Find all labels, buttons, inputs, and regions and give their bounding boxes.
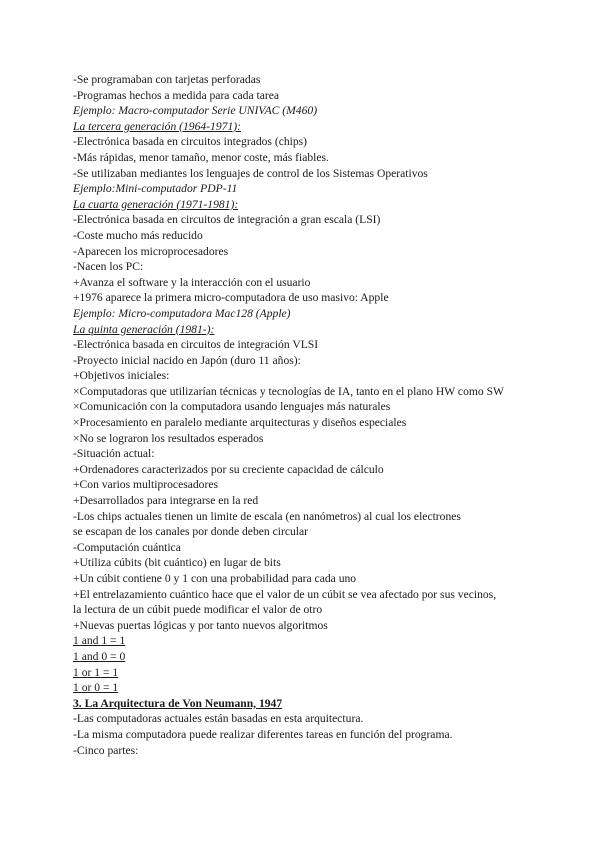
text-line — [73, 696, 573, 712]
text-line-content: -Aparecen los microprocesadores — [73, 244, 229, 258]
text-line-content: +Nuevas puertas lógicas y por tanto nuevos algoritmos — [73, 618, 328, 632]
text-line — [73, 259, 573, 275]
text-line — [73, 571, 573, 587]
text-line-content: -Se utilizaban mediantes los lenguajes de control de los Sistemas Operativos — [73, 166, 428, 180]
text-line-content: Ejemplo: Micro-computadora Mac128 (Apple) — [73, 306, 291, 320]
text-line-content: +Objetivos iniciales: — [73, 369, 170, 383]
text-line-content: -Cinco partes: — [73, 743, 139, 757]
text-line-content: la lectura de un cúbit puede modificar el valor de otro — [73, 603, 323, 617]
text-line-content: La tercera generación (1964-1971): — [73, 119, 241, 133]
text-line — [73, 462, 573, 478]
text-line — [73, 72, 573, 88]
text-line-content: +Avanza el software y la interacción con el usuario — [73, 275, 311, 289]
text-line — [73, 103, 573, 119]
text-line — [73, 711, 573, 727]
text-line — [73, 446, 573, 462]
text-line-content: 1 and 1 = 1 — [73, 634, 126, 648]
text-line-content: se escapan de los canales por donde deben circular — [73, 525, 308, 539]
text-line-content: -Las computadoras actuales están basadas en esta arquitectura. — [73, 712, 364, 726]
text-line-content: +Un cúbit contiene 0 y 1 con una probabilidad para cada uno — [73, 572, 357, 585]
text-line — [73, 166, 573, 182]
text-line-content: La quinta generación (1981-): — [73, 322, 215, 336]
text-line-content: -Electrónica basada en circuitos de integración a gran escala (LSI) — [73, 213, 381, 227]
text-line — [73, 181, 573, 197]
text-line-content: ×No se lograron los resultados esperados — [73, 431, 264, 445]
text-line — [73, 493, 573, 509]
text-line-content: -Nacen los PC: — [73, 260, 144, 274]
text-line — [73, 743, 573, 759]
text-line-content: -Los chips actuales tienen un limite de escala (en nanómetros) al cual los electrones — [73, 509, 461, 523]
text-line-content: -Proyecto inicial nacido en Japón (duro 11 años): — [73, 353, 301, 367]
text-line-content: -Situación actual: — [73, 447, 155, 461]
text-line-content: -Programas hechos a medida para cada tarea — [73, 88, 280, 102]
text-line-content: -Coste mucho más reducido — [73, 228, 203, 242]
text-line — [73, 212, 573, 228]
text-line — [73, 337, 573, 353]
text-line — [73, 368, 573, 384]
text-line-content: -Electrónica basada en circuitos de integración VLSI — [73, 338, 319, 352]
text-line — [73, 415, 573, 431]
text-line — [73, 680, 573, 696]
text-line — [73, 477, 573, 493]
text-line-content: -Computación cuántica — [73, 540, 181, 554]
text-line — [73, 88, 573, 104]
text-line — [73, 602, 573, 618]
text-line — [73, 649, 573, 665]
text-line — [73, 150, 573, 166]
text-line — [73, 540, 573, 556]
text-line-content: +1976 aparece la primera micro-computadora de uso masivo: Apple — [73, 291, 389, 305]
text-line-content: +Desarrollados para integrarse en la red — [73, 494, 259, 508]
text-line-content: -Electrónica basada en circuitos integrados (chips) — [73, 135, 308, 149]
text-line-content: +Utiliza cúbits (bit cuántico) en lugar de bits — [73, 556, 281, 570]
text-line — [73, 306, 573, 322]
text-line-content: 1 or 0 = 1 — [73, 681, 119, 695]
text-line — [73, 290, 573, 306]
text-line — [73, 275, 573, 291]
text-line-content: -La misma computadora puede realizar diferentes tareas en función del programa. — [73, 727, 453, 741]
text-line — [73, 509, 573, 525]
text-line — [73, 524, 573, 540]
text-line — [73, 665, 573, 681]
text-line — [73, 384, 573, 400]
text-line — [73, 633, 573, 649]
text-line — [73, 399, 573, 415]
text-line — [73, 587, 573, 603]
text-line-content: -Más rápidas, menor tamaño, menor coste, más fiables. — [73, 150, 329, 164]
text-line — [73, 119, 573, 135]
text-line — [73, 197, 573, 213]
text-line — [73, 353, 573, 369]
text-line-content: +Ordenadores caracterizados por su creciente capacidad de cálculo — [73, 462, 384, 476]
text-line-content: +Con varios multiprocesadores — [73, 478, 218, 492]
text-line-content: ×Comunicación con la computadora usando lenguajes más naturales — [73, 400, 391, 414]
text-line-content: 1 and 0 = 0 — [73, 649, 126, 663]
text-line — [73, 555, 573, 571]
text-line-content: +El entrelazamiento cuántico hace que el valor de un cúbit se vea afectado por sus vecinos, — [73, 587, 497, 601]
text-line-content: Ejemplo: Macro-computador Serie UNIVAC (M460) — [73, 104, 318, 118]
text-line-content: -Se programaban con tarjetas perforadas — [73, 73, 261, 86]
document-page — [73, 72, 573, 758]
text-line — [73, 244, 573, 260]
text-line — [73, 322, 573, 338]
text-line — [73, 618, 573, 634]
text-line — [73, 228, 573, 244]
text-line-content: 1 or 1 = 1 — [73, 665, 119, 679]
text-line — [73, 727, 573, 743]
text-line-content: 3. La Arquitectura de Von Neumann, 1947 — [73, 696, 283, 710]
text-line-content: ×Procesamiento en paralelo mediante arquitecturas y diseños especiales — [73, 416, 407, 430]
text-line-content: Ejemplo:Mini-computador PDP-11 — [73, 182, 238, 196]
text-line — [73, 134, 573, 150]
text-line-content: La cuarta generación (1971-1981): — [73, 197, 239, 211]
text-line — [73, 431, 573, 447]
text-line-content: ×Computadoras que utilizarían técnicas y tecnologías de IA, tanto en el plano HW como SW — [73, 384, 504, 398]
